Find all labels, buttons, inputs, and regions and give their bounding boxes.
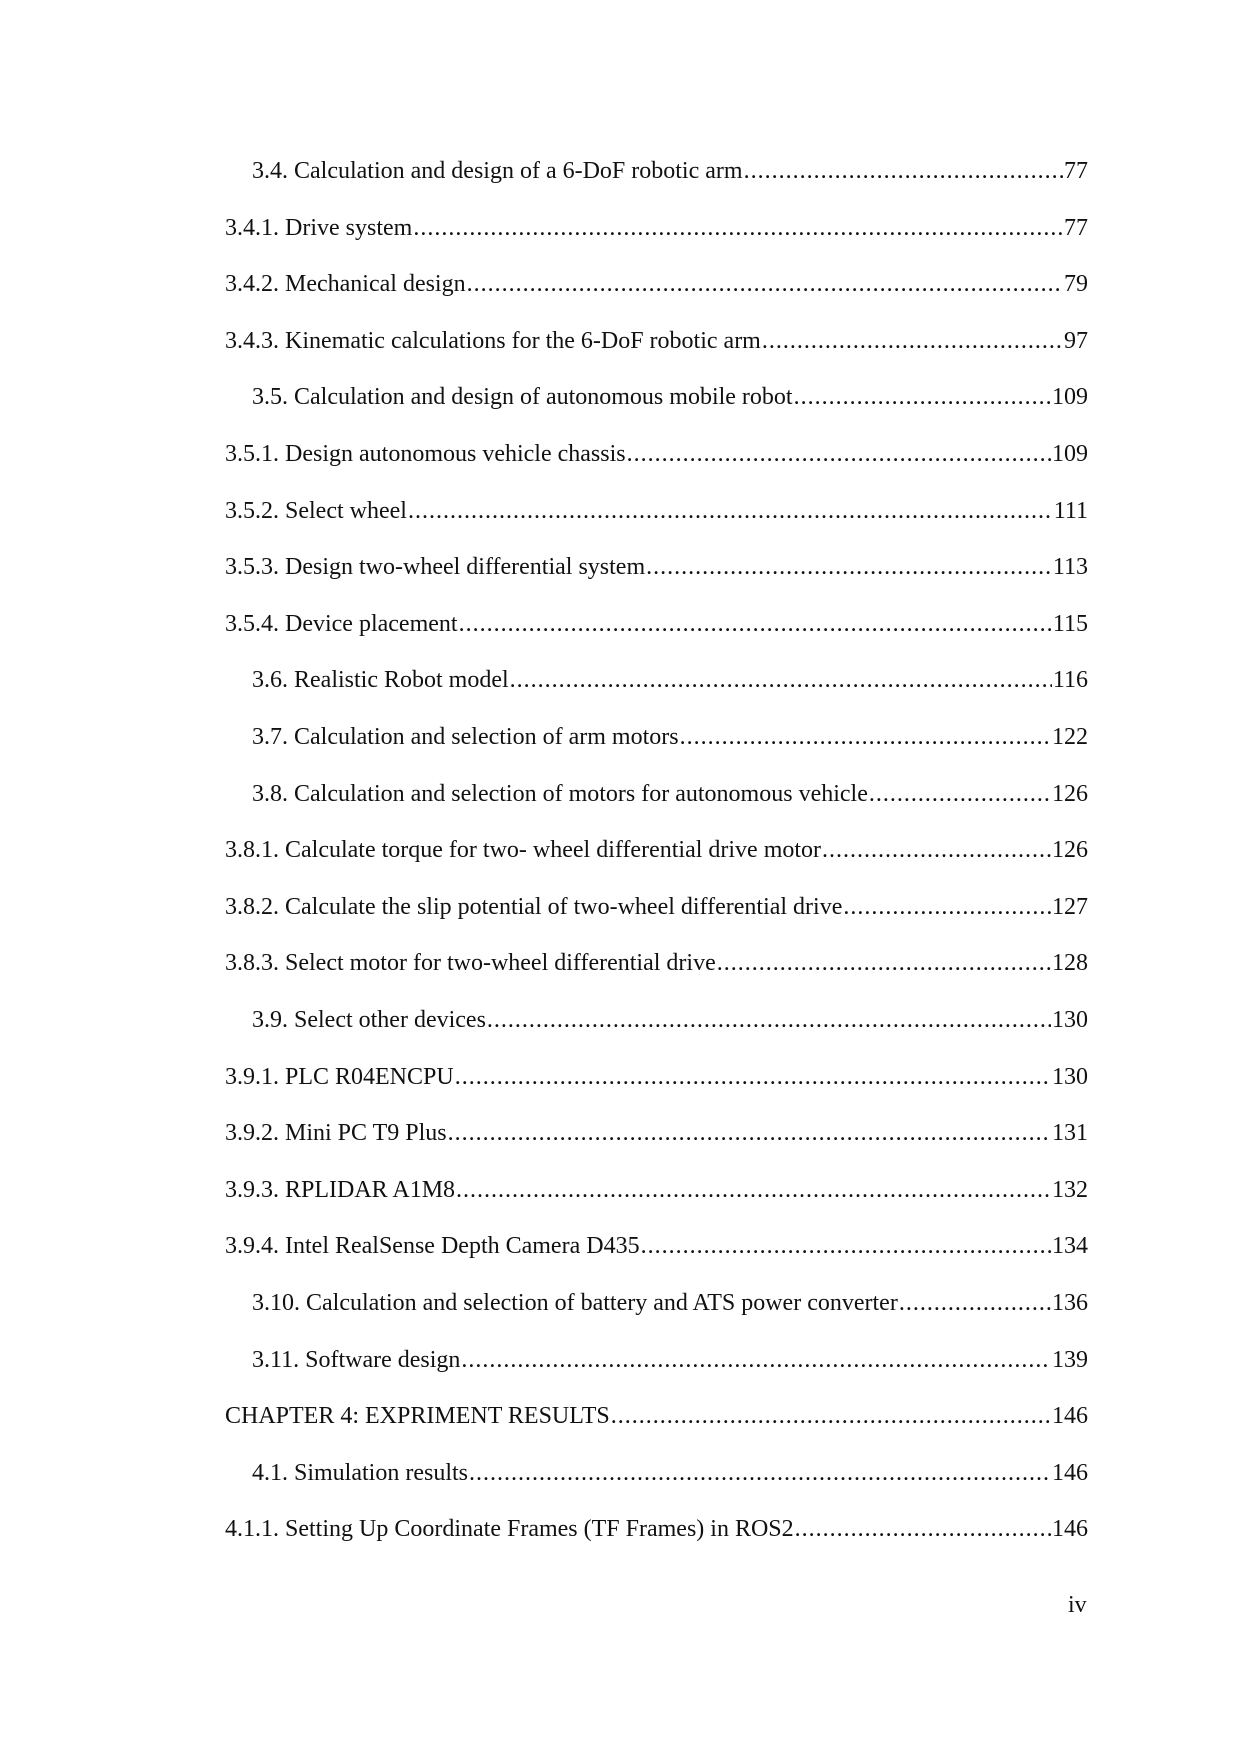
toc-entry[interactable] [0,213,1240,243]
toc-entry-page: 77 [1064,214,1088,241]
toc-entry-title: 3.11. Software design [252,1346,461,1373]
toc-entry-title: 3.7. Calculation and selection of arm motors [252,724,679,750]
toc-entry-page: 97 [1064,327,1088,354]
toc-entry-title: 4.1.1. Setting Up Coordinate Frames (TF Frames) in ROS2 [225,1516,794,1543]
toc-entry-title: 3.6. Realistic Robot model [252,667,509,694]
toc-entry[interactable] [0,892,1240,922]
toc-entry-title: 3.5.4. Device placement [225,610,458,637]
dot-leader [611,1401,1051,1431]
toc-entry-title: 3.9.3. RPLIDAR A1M8 [225,1176,456,1203]
toc-entry[interactable] [0,1231,1240,1261]
toc-entry[interactable] [0,835,1240,865]
toc-entry-title: 3.8. Calculation and selection of motors for autonomous vehicle [252,780,868,807]
toc-entry[interactable] [0,496,1240,526]
toc-entry[interactable] [0,665,1240,695]
toc-entry-title: 3.4.1. Drive system [225,214,413,241]
toc-entry-page: 130 [1052,1007,1088,1033]
toc-entry[interactable] [0,269,1240,299]
toc-entry[interactable] [0,1458,1240,1488]
toc-entry-page: 126 [1052,780,1088,807]
dot-leader [408,496,1053,526]
toc-entry-page: 79 [1064,271,1088,298]
toc-entry[interactable] [0,948,1240,978]
toc-entry-page: 146 [1052,1516,1088,1543]
toc-entry-page: 122 [1052,724,1088,750]
toc-entry-title: 3.8.2. Calculate the slip potential of two-wheel differential drive [225,893,843,920]
toc-entry[interactable] [0,1514,1240,1544]
dot-leader [795,1514,1051,1544]
toc-entry-page: 134 [1052,1233,1088,1260]
toc-entry[interactable] [0,552,1240,582]
toc-entry[interactable] [0,1062,1240,1092]
toc-entry-page: 115 [1052,610,1088,637]
toc-entry[interactable] [0,326,1240,356]
toc-entry-page: 128 [1052,950,1088,977]
toc-entry-title: 3.9. Select other devices [252,1007,486,1033]
toc-entry[interactable] [0,722,1240,752]
toc-entry[interactable] [0,779,1240,809]
dot-leader [843,892,1051,922]
toc-entry-page: 109 [1052,384,1088,411]
toc-entry-title: 3.5.3. Design two-wheel differential system [225,554,646,581]
toc-entry-page: 136 [1052,1290,1088,1316]
toc-entry-page: 146 [1052,1403,1088,1430]
toc-entry-title: 3.5.1. Design autonomous vehicle chassis [225,441,626,467]
toc-entry[interactable] [0,1175,1240,1205]
toc-entry[interactable] [0,1118,1240,1148]
dot-leader [448,1118,1051,1148]
toc-entry-title: 3.10. Calculation and selection of battery and ATS power converter [252,1290,898,1316]
toc-entry-title: 3.8.3. Select motor for two-wheel differential drive [225,950,716,977]
toc-entry-page: 127 [1052,893,1088,920]
toc-entry-title: CHAPTER 4: EXPRIMENT RESULTS [225,1403,610,1430]
toc-entry-title: 3.9.4. Intel RealSense Depth Camera D435 [225,1233,640,1260]
toc-entry-page: 126 [1052,837,1088,864]
toc-entry-title: 4.1. Simulation results [252,1459,468,1486]
toc-entry[interactable] [0,439,1240,469]
toc-entry-title: 3.9.2. Mini PC T9 Plus [225,1120,447,1147]
toc-entry-page: 130 [1052,1063,1088,1090]
toc-entry-page: 131 [1052,1120,1088,1147]
dot-leader [899,1288,1051,1318]
dot-leader [646,552,1052,582]
toc-entry-title: 3.4.3. Kinematic calculations for the 6-DoF robotic arm [225,327,761,354]
dot-leader [487,1005,1051,1035]
dot-leader [459,609,1052,639]
toc-entry[interactable] [0,609,1240,639]
toc-entry[interactable] [0,1288,1240,1318]
dot-leader [627,439,1051,469]
dot-leader [469,1458,1051,1488]
toc-entry-page: 116 [1052,667,1088,694]
dot-leader [822,835,1051,865]
toc-entry-page: 113 [1052,554,1088,581]
dot-leader [455,1062,1051,1092]
dot-leader [461,1345,1051,1375]
toc-entry-page: 77 [1064,158,1088,184]
dot-leader [744,156,1063,186]
dot-leader [794,382,1051,412]
toc-entry-page: 111 [1053,497,1088,524]
dot-leader [467,269,1063,299]
toc-entry[interactable] [0,382,1240,412]
toc-entry-page: 132 [1052,1176,1088,1203]
toc-entry[interactable] [0,156,1240,186]
toc-entry-title: 3.4. Calculation and design of a 6-DoF robotic arm [252,158,743,184]
toc-entry-page: 109 [1052,441,1088,467]
toc-entry-title: 3.4.2. Mechanical design [225,271,466,298]
dot-leader [680,722,1051,752]
toc-entry-title: 3.5.2. Select wheel [225,497,407,524]
toc-entry[interactable] [0,1005,1240,1035]
dot-leader [413,213,1063,243]
dot-leader [717,948,1051,978]
toc-entry[interactable] [0,1401,1240,1431]
dot-leader [869,779,1051,809]
toc-entry[interactable] [0,1345,1240,1375]
page-number: iv [1068,1592,1087,1618]
toc-entry-page: 139 [1052,1346,1088,1373]
toc-entry-title: 3.9.1. PLC R04ENCPU [225,1063,454,1090]
dot-leader [510,665,1052,695]
dot-leader [762,326,1063,356]
dot-leader [641,1231,1051,1261]
toc-entry-title: 3.8.1. Calculate torque for two- wheel differential drive motor [225,837,822,864]
toc-entry-title: 3.5. Calculation and design of autonomous mobile robot [252,384,793,411]
dot-leader [456,1175,1051,1205]
toc-entry-page: 146 [1052,1459,1088,1486]
